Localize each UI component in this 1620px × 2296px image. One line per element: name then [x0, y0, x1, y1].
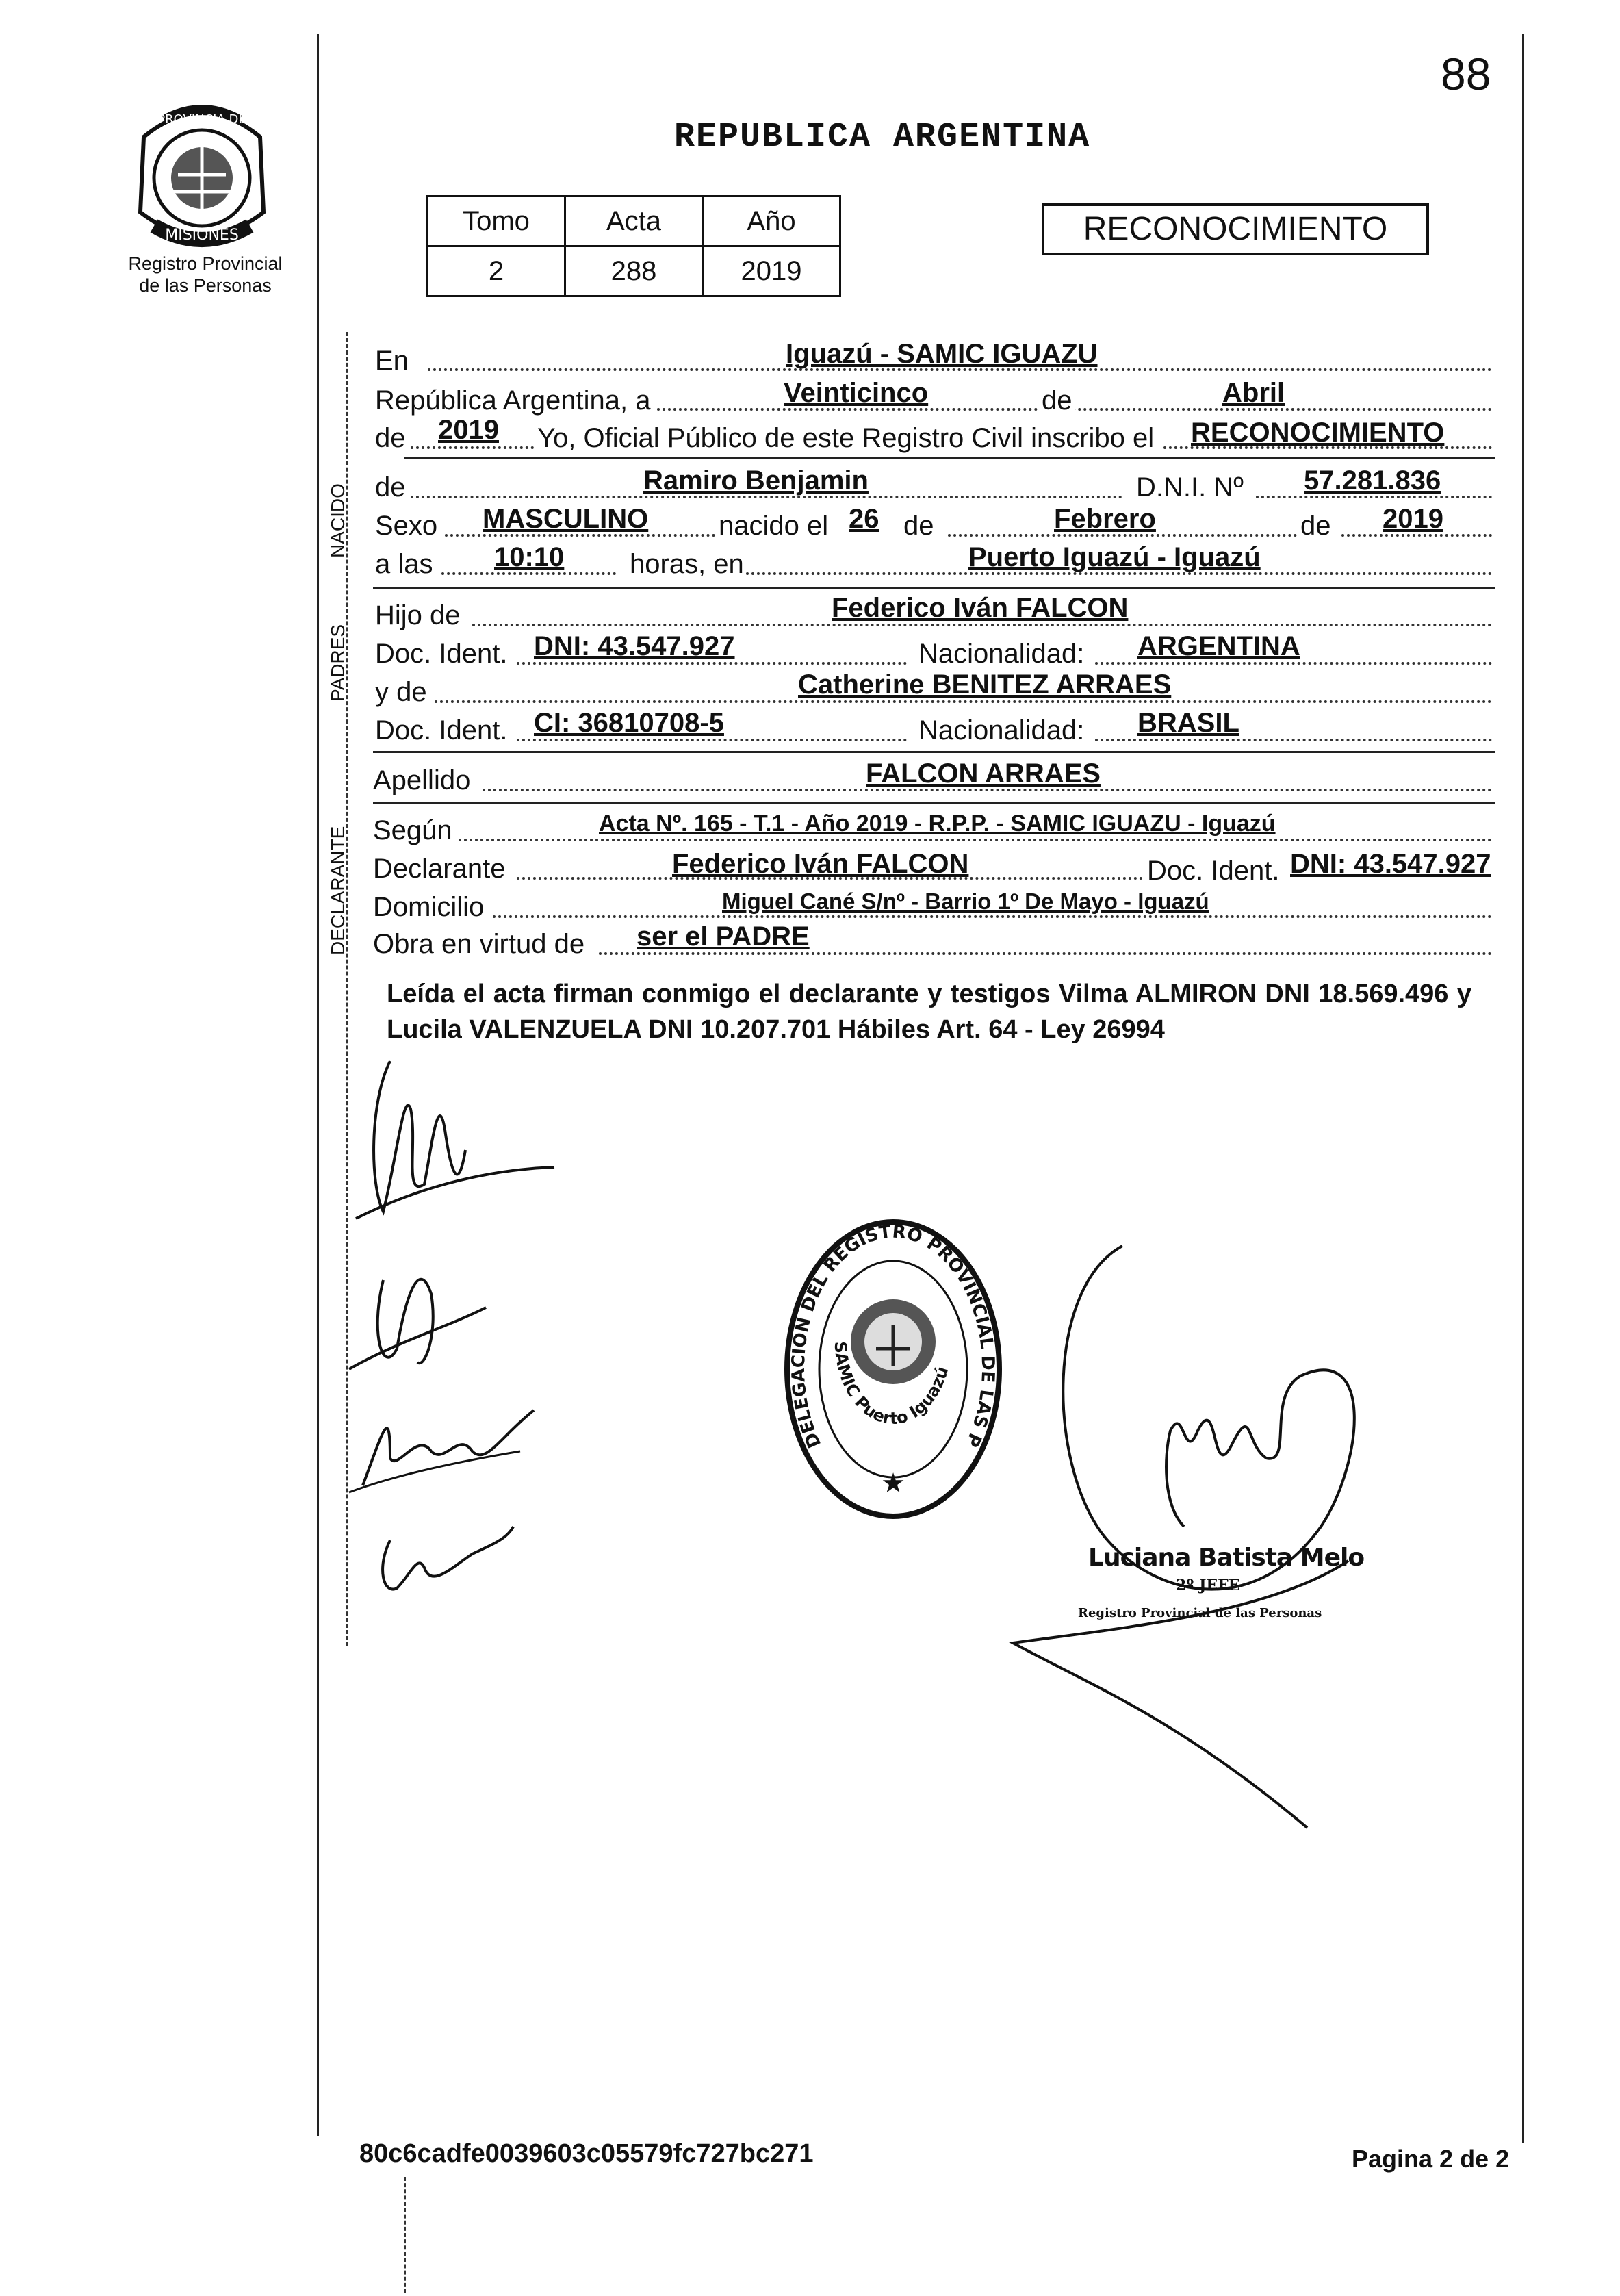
value-day-words: Veinticinco: [784, 378, 929, 408]
value-father-doc: DNI: 43.547.927: [534, 631, 735, 661]
label-de-birth-month: de: [903, 511, 934, 541]
page-number: 88: [1441, 49, 1491, 99]
label-hijo-de: Hijo de: [375, 600, 461, 630]
label-doc-ident-father: Doc. Ident.: [375, 639, 508, 669]
label-declarante: Declarante: [373, 854, 506, 884]
record-table-header-row: [428, 196, 840, 246]
dots-mother-doc: [517, 739, 907, 741]
closing-statement: Leída el acta firman conmigo el declarante y testigos Vilma ALMIRON DNI 18.569.496 y Lucila VALENZUELA DNI 10.207.701 Hábiles Art. 64 - Ley 26994: [387, 980, 1471, 1044]
label-sexo: Sexo: [375, 511, 438, 541]
label-de-month: de: [1039, 385, 1075, 416]
registry-name-line2: de las Personas: [139, 275, 272, 296]
value-address: Miguel Cané S/nº - Barrio 1º De Mayo - Iguazú: [722, 889, 1209, 914]
left-margin-line: [317, 34, 319, 2136]
value-sex: MASCULINO: [483, 504, 649, 534]
label-doc-ident-declarant: Doc. Ident.: [1147, 856, 1280, 886]
value-mother-name: Catherine BENITEZ ARRAES: [798, 669, 1172, 700]
right-margin-line: [1522, 34, 1524, 2143]
value-father-nationality: ARGENTINA: [1137, 631, 1300, 661]
label-republica: República Argentina, a: [375, 385, 651, 416]
label-nacionalidad-mother: Nacionalidad:: [918, 715, 1085, 745]
official-office: Registro Provincial de las Personas: [1078, 1606, 1322, 1620]
value-father-name: Federico Iván FALCON: [832, 593, 1129, 623]
value-declarant-doc: DNI: 43.547.927: [1290, 849, 1491, 879]
value-according-to: Acta Nº. 165 - T.1 - Año 2019 - R.P.P. - SAMIC IGUAZU - Iguazú: [599, 811, 1276, 837]
label-horas-en: horas, en: [630, 549, 744, 579]
witness-signatures: [342, 1047, 575, 1636]
official-role: 2º JEFE: [1176, 1577, 1240, 1594]
value-birth-time: 10:10: [494, 542, 565, 572]
value-mother-doc: CI: 36810708-5: [534, 708, 724, 738]
label-de-year: de: [375, 423, 406, 453]
value-year: 2019: [438, 415, 499, 445]
header-tomo: Tomo: [428, 196, 565, 246]
official-seal: [780, 1212, 1006, 1527]
value-surname: FALCON ARRAES: [866, 758, 1101, 789]
label-dni-no: D.N.I. Nº: [1136, 472, 1244, 502]
value-by-virtue-of: ser el PADRE: [637, 921, 810, 952]
record-table-value-row: [428, 246, 840, 296]
dots-father-nationality: [1095, 662, 1492, 665]
logo-top-text: PROVINCIA DE: [157, 112, 246, 127]
side-label-parents: PADRES: [327, 624, 348, 702]
value-ano: 2019: [703, 246, 840, 296]
record-type-label: RECONOCIMIENTO: [1083, 211, 1388, 247]
label-obra-en-virtud: Obra en virtud de: [373, 929, 585, 959]
document-hash: 80c6cadfe0039603c05579fc727bc271: [359, 2139, 814, 2168]
label-a-las: a las: [375, 549, 433, 579]
divider-parents-bottom: [373, 751, 1495, 753]
page-title: REPUBLICA ARGENTINA: [674, 118, 1091, 157]
registry-name-line1: Registro Provincial: [128, 253, 283, 274]
header-acta: Acta: [565, 196, 703, 246]
label-nacionalidad-father: Nacionalidad:: [918, 639, 1085, 669]
official-name: Luciana Batista Melo: [1088, 1544, 1365, 1572]
value-birth-year: 2019: [1383, 504, 1443, 534]
side-label-born: NACIDO: [327, 483, 348, 558]
dots-address: [493, 915, 1492, 918]
dots-mother-nationality: [1095, 739, 1492, 741]
dots-according: [459, 839, 1492, 841]
record-table: [426, 195, 841, 297]
record-type-box: [1042, 203, 1429, 255]
divider-parents-top: [373, 587, 1495, 589]
label-segun: Según: [373, 815, 452, 845]
value-declarant-name: Federico Iván FALCON: [672, 849, 969, 879]
side-label-declarant: DECLARANTE: [327, 826, 348, 955]
divider-born-top: [404, 457, 1495, 459]
label-de-child: de: [375, 472, 406, 502]
label-doc-ident-mother: Doc. Ident.: [375, 715, 508, 745]
value-month: Abril: [1222, 378, 1285, 408]
value-birth-place: Puerto Iguazú - Iguazú: [968, 542, 1261, 572]
seal-inner-text: SAMIC Puerto Iguazú: [830, 1340, 953, 1429]
header-ano: Año: [703, 196, 840, 246]
dots-mother: [435, 700, 1492, 703]
dots-father: [472, 624, 1492, 626]
label-de-birth-year: de: [1300, 511, 1331, 541]
province-logo: [123, 96, 281, 253]
svg-text:★: ★: [881, 1468, 905, 1499]
value-birth-day: 26: [849, 504, 879, 534]
value-acta: 288: [565, 246, 703, 296]
label-apellido: Apellido: [373, 765, 471, 795]
value-child-name: Ramiro Benjamin: [643, 465, 869, 496]
value-tomo: 2: [428, 246, 565, 296]
label-y-de: y de: [375, 677, 427, 707]
value-act-type: RECONOCIMIENTO: [1191, 418, 1445, 448]
divider-declarant-top: [373, 802, 1495, 804]
seal-outer-text: DELEGACION DEL REGISTRO PROVINCIAL DE LAS P: [788, 1221, 999, 1451]
value-mother-nationality: BRASIL: [1137, 708, 1239, 738]
label-yo-oficial: Yo, Oficial Público de este Registro Civil inscribo el: [537, 423, 1155, 453]
dots-virtue: [599, 952, 1492, 955]
label-en: En: [375, 346, 409, 376]
value-place: Iguazú - SAMIC IGUAZU: [786, 339, 1098, 369]
value-birth-month: Febrero: [1054, 504, 1156, 534]
value-child-dni: 57.281.836: [1304, 465, 1441, 496]
label-nacido-el: nacido el: [719, 511, 829, 541]
bottom-dashed-guide: [404, 2177, 406, 2293]
official-signature: [1006, 1239, 1389, 1841]
label-domicilio: Domicilio: [373, 892, 485, 922]
pagination: Pagina 2 de 2: [1352, 2145, 1510, 2173]
dots-father-doc: [517, 662, 907, 665]
logo-bottom-text: MISIONES: [165, 227, 239, 244]
dots-year: [411, 446, 534, 449]
